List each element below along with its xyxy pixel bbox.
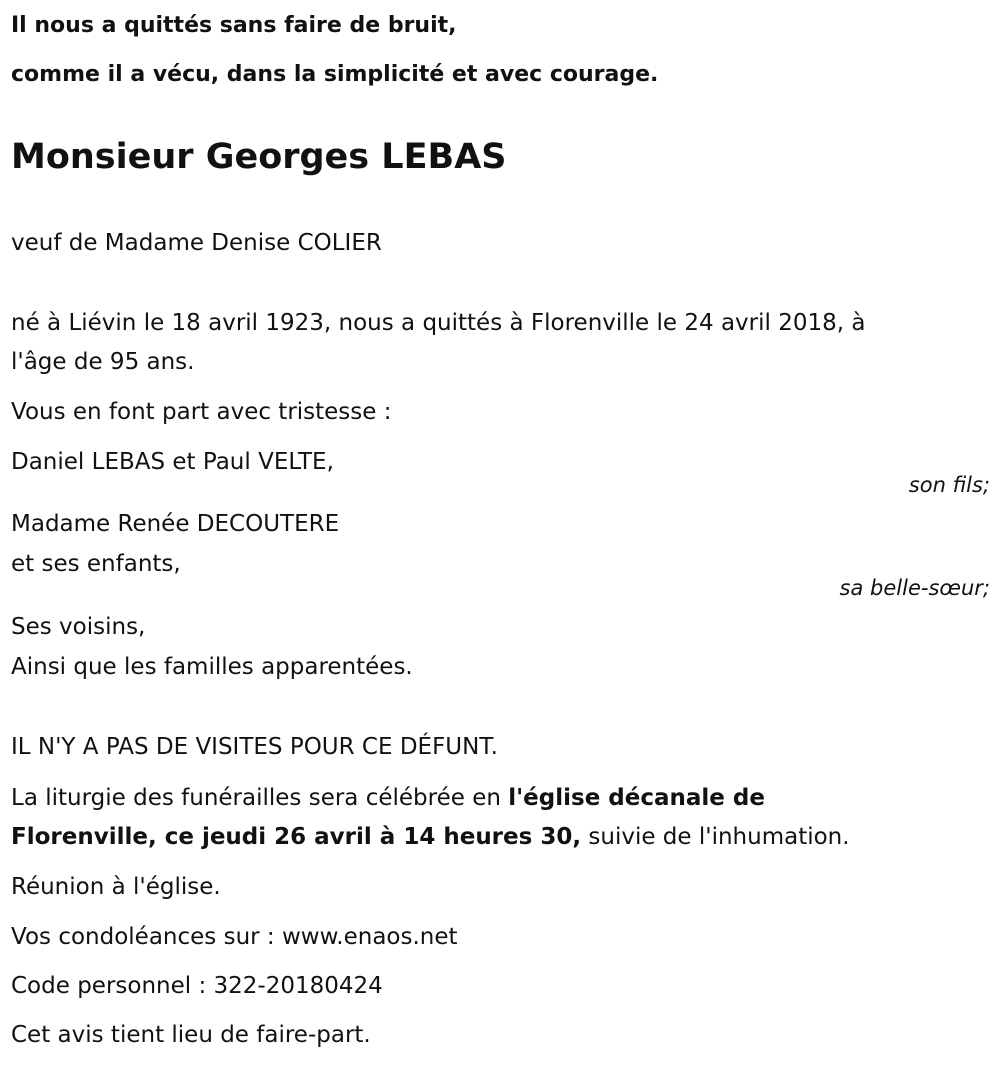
widower-line: veuf de Madame Denise COLIER [11,230,382,256]
family-entry-1: Daniel LEBAS et Paul VELTE, [11,449,334,475]
liturgy-line-1 [11,784,765,812]
notice-line: Cet avis tient lieu de faire-part. [11,1022,371,1048]
liturgy-line-2 [11,823,850,851]
deceased-name: Monsieur Georges LEBAS [11,137,507,177]
family-entry-2-line-1: Madame Renée DECOUTERE [11,511,340,537]
birth-death-line-1: né à Liévin le 18 avril 1923, nous a quittés à Florenville le 24 avril 2018, à [11,310,866,336]
condolences-line: Vos condoléances sur : www.enaos.net [11,924,458,950]
liturgy-text-end: suivie de l'inhumation. [581,824,850,850]
family-entry-3-line-1: Ses voisins, [11,614,146,640]
family-entry-3-line-2: Ainsi que les familles apparentées. [11,654,413,680]
liturgy-location-part-1: l'église décanale de [508,785,765,811]
family-entry-2-line-2: et ses enfants, [11,551,181,577]
birth-death-line-2: l'âge de 95 ans. [11,349,195,375]
family-relation-2: sa belle-sœur; [839,576,990,600]
meeting-line: Réunion à l'église. [11,874,221,900]
family-relation-1: son fils; [908,473,990,497]
intro-line-2: comme il a vécu, dans la simplicité et avec courage. [11,62,659,87]
personal-code-line: Code personnel : 322-20180424 [11,973,383,999]
no-visits-line: IL N'Y A PAS DE VISITES POUR CE DÉFUNT. [11,734,498,760]
liturgy-text-start: La liturgie des funérailles sera célébrée en [11,785,509,811]
announce-line: Vous en font part avec tristesse : [11,399,392,425]
liturgy-location-part-2: Florenville, ce jeudi 26 avril à 14 heures 30, [11,824,582,850]
intro-line-1: Il nous a quittés sans faire de bruit, [11,13,457,38]
